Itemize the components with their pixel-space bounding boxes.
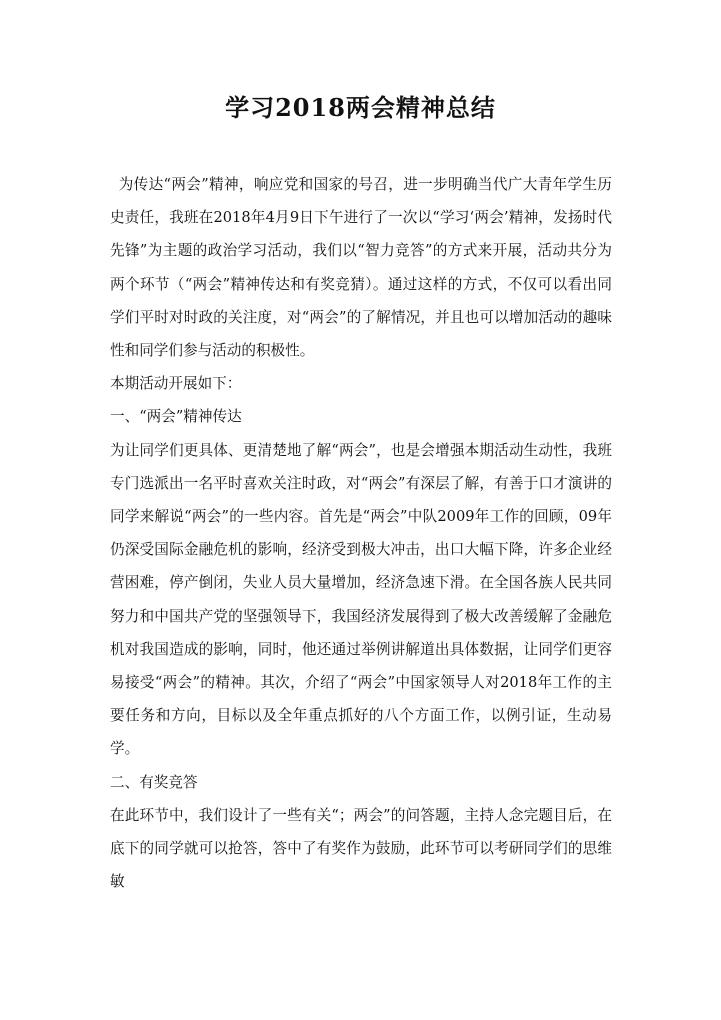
paragraph-section-1: 为让同学们更具体、更清楚地了解“两会”，也是会增强本期活动生动性，我班专门选派出一名平时喜欢关注时政，对“两会”有深层了解，有善于口才演讲的同学来解说“两会”的一些内容。首先是“两会”中队2009年工作的回顾，09年仍深受国际金融危机的影响，经济受到极大冲击，出口大幅下降，许多企业经营困难，停产倒闭，失业人员大量增加，经济急速下滑。在全国各族人民共同努力和中国共产党的坚强领导下，我国经济发展得到了极大改善缓解了金融危机对我国造成的影响，同时，他还通过举例讲解道出具体数据，让同学们更容易接受“两会”的精神。其次，介绍了“两会”中国家领导人对2018年工作的主要任务和方向，目标以及全年重点抓好的八个方面工作，以例引证，生动易学。 [110, 441, 612, 758]
paragraph-activity-intro: 本期活动开展如下： [110, 375, 242, 393]
paragraph-intro: 为传达“两会”精神，响应党和国家的号召，进一步明确当代广大青年学生历史责任，我班在2018年4月9日下午进行了一次以“学习‘两会’精神，发扬时代先锋”为主题的政治学习活动，我们以“智力竞答”的方式来开展，活动共分为两个环节（“两会”精神传达和有奖竞猜）。通过这样的方式，不仅可以看出同学们平时对时政的关注度，对“两会”的了解情况，并且也可以增加活动的趣味性和同学们参与活动的积极性。 [110, 176, 612, 360]
section-heading-1: 一、“两会”精神传达 [110, 408, 242, 426]
document-title: 学习2018两会精神总结 [225, 93, 496, 122]
document-body [110, 168, 612, 898]
section-heading-2: 二、有奖竞答 [110, 773, 198, 791]
paragraph-section-2: 在此环节中，我们设计了一些有关“；两会”的问答题，主持人念完题目后，在底下的同学就可以抢答，答中了有奖作为鼓励，此环节可以考研同学们的思维敏 [110, 806, 612, 891]
